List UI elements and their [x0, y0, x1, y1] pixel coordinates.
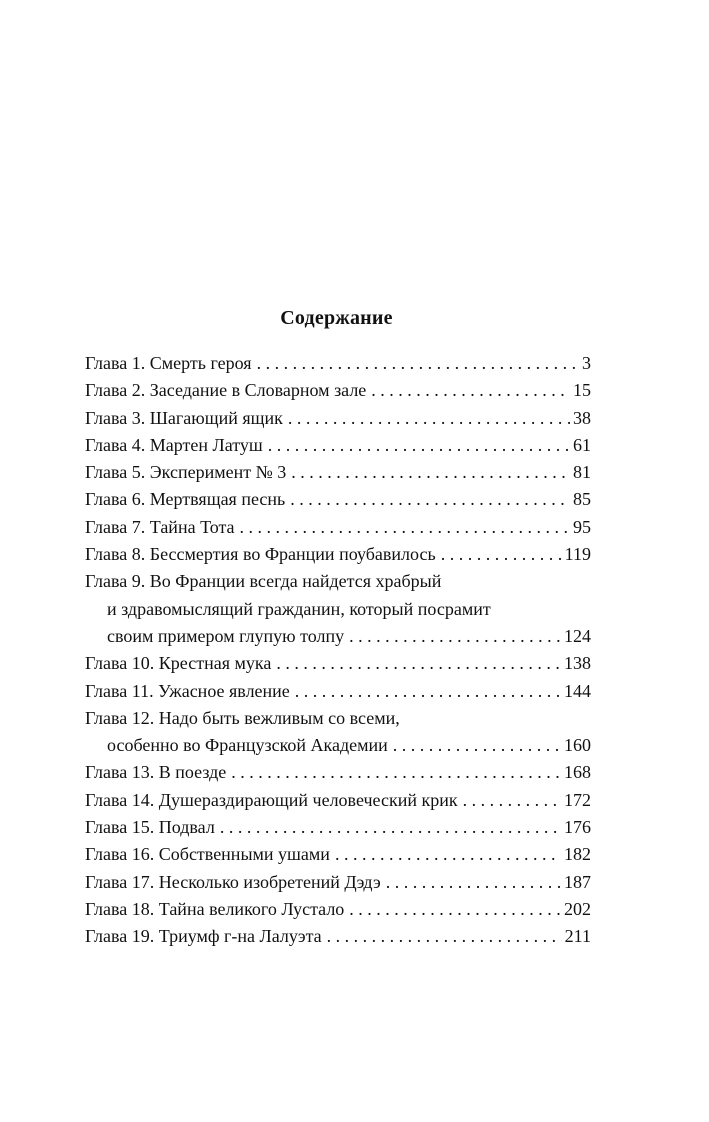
chapter-title: Глава 3. Шагающий ящик: [85, 407, 283, 428]
dot-leader: [295, 678, 561, 705]
chapter-title: Глава 7. Тайна Тота: [85, 516, 235, 537]
page-number: 160: [564, 735, 591, 756]
toc-entry: [85, 377, 591, 404]
dot-leader: [335, 841, 561, 868]
page-number: 119: [564, 544, 591, 565]
toc-entry-continuation: [85, 732, 591, 759]
page-number: 81: [573, 462, 591, 483]
page-number: 15: [573, 380, 591, 401]
dot-leader: [393, 732, 561, 759]
toc-entry-line: [85, 350, 591, 377]
dot-leader: [386, 869, 561, 896]
table-of-contents: [85, 350, 591, 951]
page-number: 211: [564, 926, 591, 947]
chapter-title: Глава 8. Бессмертия во Франции поубавилось: [85, 544, 436, 565]
toc-entry: [85, 459, 591, 486]
toc-entry-line: [85, 405, 591, 432]
chapter-title: Глава 4. Мартен Латуш: [85, 434, 263, 455]
toc-entry: [85, 841, 591, 868]
chapter-title: Глава 10. Крестная мука: [85, 653, 272, 674]
dot-leader: [349, 896, 561, 923]
dot-leader: [290, 486, 570, 513]
toc-entry-line: [85, 568, 591, 595]
dot-leader: [288, 405, 570, 432]
toc-entry-line: [85, 896, 591, 923]
toc-entry-line: [85, 705, 591, 732]
toc-entry-line: [85, 650, 591, 677]
chapter-title: Глава 2. Заседание в Словарном зале: [85, 380, 367, 401]
chapter-title: особенно во Французской Академии: [107, 735, 388, 756]
page-number: 168: [564, 762, 591, 783]
chapter-title: Глава 14. Душераздирающий человеческий крик: [85, 789, 458, 810]
page-number: 176: [564, 817, 591, 838]
dot-leader: [291, 459, 570, 486]
page-number: 138: [564, 653, 591, 674]
toc-entry-continuation: [85, 623, 591, 650]
dot-leader: [257, 350, 579, 377]
chapter-title: Глава 11. Ужасное явление: [85, 680, 290, 701]
dot-leader: [268, 432, 570, 459]
chapter-title: Глава 18. Тайна великого Лустало: [85, 898, 345, 919]
chapter-title: Глава 9. Во Франции всегда найдется храбрый: [85, 571, 442, 592]
toc-entry-line: [85, 459, 591, 486]
chapter-title: Глава 6. Мертвящая песнь: [85, 489, 286, 510]
page-number: 124: [564, 625, 591, 646]
chapter-title: Глава 15. Подвал: [85, 817, 215, 838]
dot-leader: [463, 787, 561, 814]
toc-entry-line: [85, 759, 591, 786]
page-number: 38: [573, 407, 591, 428]
dot-leader: [231, 759, 561, 786]
toc-entry: [85, 405, 591, 432]
chapter-title: Глава 13. В поезде: [85, 762, 227, 783]
toc-entry-line: [85, 486, 591, 513]
page-number: 182: [564, 844, 591, 865]
chapter-title: Глава 1. Смерть героя: [85, 353, 252, 373]
dot-leader: [240, 514, 570, 541]
toc-entry-line: [85, 787, 591, 814]
page-number: 172: [564, 789, 591, 810]
toc-entry: [85, 514, 591, 541]
toc-entry-line: [85, 923, 591, 950]
dot-leader: [371, 377, 570, 404]
toc-entry-line: [85, 514, 591, 541]
toc-entry: [85, 541, 591, 568]
toc-entry: [85, 650, 591, 677]
toc-entry-continuation: [85, 596, 591, 623]
page-number: 187: [564, 871, 591, 892]
toc-entry: [85, 350, 591, 377]
toc-entry: [85, 923, 591, 950]
dot-leader: [441, 541, 562, 568]
toc-entry: [85, 486, 591, 513]
toc-entry: [85, 568, 591, 650]
toc-entry-line: [85, 841, 591, 868]
page-number: 85: [573, 489, 591, 510]
toc-entry: [85, 896, 591, 923]
toc-entry: [85, 705, 591, 760]
page-number: 202: [564, 898, 591, 919]
chapter-title: своим примером глупую толпу: [107, 625, 345, 646]
dot-leader: [220, 814, 561, 841]
toc-entry-line: [85, 541, 591, 568]
chapter-title: Глава 12. Надо быть вежливым со всеми,: [85, 707, 400, 728]
toc-entry-line: [85, 377, 591, 404]
chapter-title: Глава 19. Триумф г-на Лалуэта: [85, 926, 322, 947]
chapter-title: Глава 5. Эксперимент № 3: [85, 462, 287, 483]
toc-entry-line: [85, 678, 591, 705]
toc-entry: [85, 759, 591, 786]
toc-entry: [85, 432, 591, 459]
dot-leader: [276, 650, 561, 677]
toc-title: Содержание: [280, 307, 393, 329]
page-number: 95: [573, 516, 591, 537]
toc-entry-line: [85, 869, 591, 896]
toc-entry: [85, 869, 591, 896]
toc-entry: [85, 814, 591, 841]
toc-entry-line: [85, 814, 591, 841]
dot-leader: [327, 923, 562, 950]
page-number: 144: [564, 680, 591, 701]
toc-entry: [85, 678, 591, 705]
toc-entry: [85, 787, 591, 814]
toc-entry-line: [85, 432, 591, 459]
page-number: 61: [573, 434, 591, 455]
chapter-title: и здравомыслящий гражданин, который посрамит: [107, 598, 491, 619]
chapter-title: Глава 16. Собственными ушами: [85, 844, 330, 865]
chapter-title: Глава 17. Несколько изобретений Дэдэ: [85, 871, 381, 892]
dot-leader: [349, 623, 561, 650]
page-number: 3: [582, 353, 591, 373]
